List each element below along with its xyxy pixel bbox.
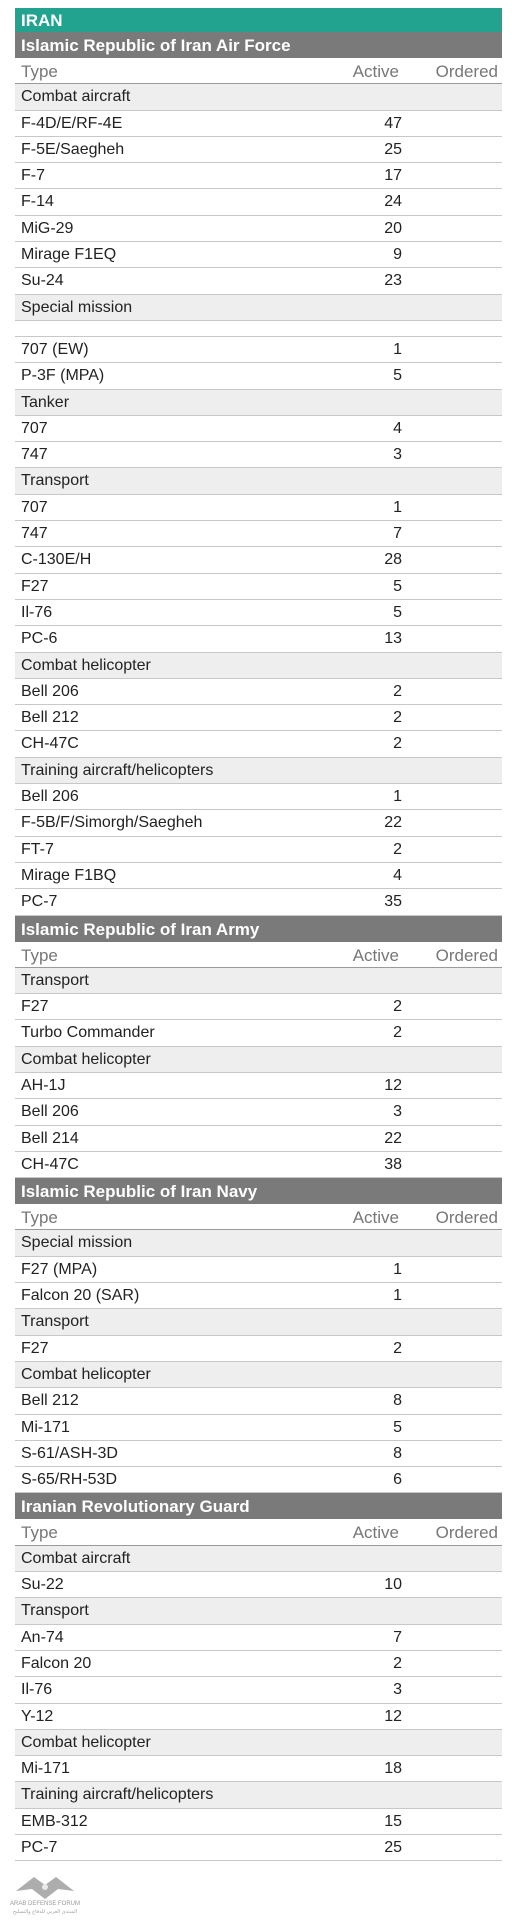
active-count: 20 — [384, 219, 402, 237]
table-row — [15, 1152, 502, 1178]
column-header-type: Type — [21, 1208, 58, 1228]
aircraft-type: Su-24 — [21, 272, 64, 290]
table-row — [15, 1073, 502, 1099]
aircraft-type: Il-76 — [21, 1681, 53, 1699]
aircraft-type: Bell 206 — [21, 1103, 79, 1121]
aircraft-type: F-4D/E/RF-4E — [21, 114, 123, 132]
column-header-row — [15, 1204, 502, 1230]
table-row — [15, 416, 502, 442]
table-row — [15, 679, 502, 705]
active-count: 2 — [393, 709, 402, 727]
active-count: 2 — [393, 1339, 402, 1357]
active-count: 12 — [384, 1076, 402, 1094]
table-row — [15, 442, 502, 468]
table-row — [15, 994, 502, 1020]
table-row — [15, 216, 502, 242]
aircraft-type: S-61/ASH-3D — [21, 1444, 118, 1462]
table-row — [15, 1467, 502, 1493]
table-row — [15, 189, 502, 215]
table-row — [15, 337, 502, 363]
active-count: 10 — [384, 1576, 402, 1594]
column-header-type: Type — [21, 945, 58, 965]
table-row — [15, 495, 502, 521]
category-label: Transport — [21, 472, 89, 490]
category-label: Combat helicopter — [21, 656, 151, 674]
section-title: Islamic Republic of Iran Navy — [21, 1182, 258, 1202]
aircraft-type: F-5E/Saegheh — [21, 140, 125, 158]
aircraft-type: 707 — [21, 498, 48, 516]
column-header-ordered: Ordered — [435, 62, 498, 81]
table-row — [15, 1388, 502, 1414]
column-header-active: Active — [352, 945, 399, 965]
table-row — [15, 242, 502, 268]
category-label: Special mission — [21, 298, 133, 316]
table-row — [15, 1809, 502, 1835]
aircraft-type: PC-6 — [21, 630, 58, 648]
table-row — [15, 1572, 502, 1598]
watermark-latin-text: ARAB DEFENSE FORUM — [9, 1901, 81, 1907]
watermark-logo — [2, 1869, 88, 1915]
active-count: 35 — [384, 893, 402, 911]
active-count: 1 — [393, 788, 402, 806]
active-count: 25 — [384, 140, 402, 158]
table-row — [15, 547, 502, 573]
table-row — [15, 600, 502, 626]
aircraft-type: 747 — [21, 446, 48, 464]
aircraft-type: PC-7 — [21, 1839, 58, 1856]
aircraft-type: CH-47C — [21, 1155, 79, 1173]
aircraft-type: Turbo Commander — [21, 1024, 155, 1042]
category-label: Transport — [21, 971, 89, 989]
category-label: Combat aircraft — [21, 1549, 131, 1567]
column-header-row — [15, 942, 502, 968]
country-title: IRAN — [21, 11, 63, 30]
aircraft-type: Bell 206 — [21, 788, 79, 806]
table-row — [15, 705, 502, 731]
category-row — [15, 1047, 502, 1073]
table-row — [15, 626, 502, 652]
aircraft-type: 707 — [21, 419, 48, 437]
table-row — [15, 1835, 502, 1861]
table-row — [15, 1625, 502, 1651]
table-row — [15, 1336, 502, 1362]
aircraft-type: S-65/RH-53D — [21, 1471, 118, 1489]
active-count: 24 — [384, 193, 402, 211]
active-count: 2 — [393, 1654, 402, 1672]
aircraft-type: Il-76 — [21, 603, 53, 621]
table-row — [15, 731, 502, 757]
aircraft-type: AH-1J — [21, 1076, 66, 1094]
category-row — [15, 653, 502, 679]
active-count: 22 — [384, 1129, 402, 1147]
section-header — [15, 32, 502, 58]
column-header-active: Active — [352, 1208, 399, 1228]
eagle-emblem-icon — [16, 1877, 74, 1899]
category-row — [15, 1730, 502, 1756]
active-count: 7 — [393, 525, 402, 543]
active-count: 2 — [393, 998, 402, 1016]
active-count: 5 — [393, 367, 402, 385]
aircraft-type: FT-7 — [21, 840, 54, 858]
section-title: Iranian Revolutionary Guard — [21, 1497, 250, 1517]
table-row — [15, 363, 502, 389]
table-row — [15, 1020, 502, 1046]
section-header — [15, 1178, 502, 1204]
table-row — [15, 1677, 502, 1703]
table-row — [15, 1651, 502, 1677]
table-row — [15, 1756, 502, 1782]
category-row — [15, 390, 502, 416]
active-count: 23 — [384, 272, 402, 290]
aircraft-type: F-7 — [21, 167, 45, 185]
category-label: Tanker — [21, 393, 70, 411]
aircraft-type: Bell 214 — [21, 1129, 79, 1147]
active-count: 1 — [393, 498, 402, 516]
active-count: 47 — [384, 114, 402, 132]
aircraft-type: Falcon 20 (SAR) — [21, 1287, 140, 1305]
active-count: 12 — [384, 1707, 402, 1725]
category-label: Combat helicopter — [21, 1365, 151, 1383]
active-count: 9 — [393, 246, 402, 264]
active-count: 5 — [393, 1418, 402, 1436]
column-header-ordered: Ordered — [435, 945, 498, 965]
table-row — [15, 837, 502, 863]
category-label: Combat aircraft — [21, 88, 131, 106]
column-header-type: Type — [21, 62, 58, 81]
active-count: 8 — [393, 1392, 402, 1410]
table-row — [15, 521, 502, 547]
table-row — [15, 574, 502, 600]
category-row — [15, 468, 502, 494]
table-row — [15, 137, 502, 163]
column-header-ordered: Ordered — [435, 1208, 498, 1228]
active-count: 4 — [393, 866, 402, 884]
column-header-row — [15, 1519, 502, 1545]
table-row — [15, 163, 502, 189]
category-label: Training aircraft/helicopters — [21, 761, 214, 779]
active-count: 2 — [393, 682, 402, 700]
category-label: Special mission — [21, 1234, 133, 1252]
aircraft-type: MiG-29 — [21, 219, 74, 237]
active-count: 8 — [393, 1444, 402, 1462]
aircraft-type: 707 (EW) — [21, 340, 89, 358]
aircraft-type: Bell 206 — [21, 682, 79, 700]
active-count: 3 — [393, 446, 402, 464]
table-row — [15, 810, 502, 836]
aircraft-type: Mirage F1EQ — [21, 246, 117, 264]
active-count: 28 — [384, 551, 402, 569]
column-header-ordered: Ordered — [435, 1523, 498, 1543]
category-row — [15, 1598, 502, 1624]
active-count: 2 — [393, 1024, 402, 1042]
active-count: 2 — [393, 840, 402, 858]
active-count: 3 — [393, 1103, 402, 1121]
aircraft-type: Su-22 — [21, 1576, 64, 1594]
country-title-bar — [15, 8, 502, 32]
active-count: 5 — [393, 577, 402, 595]
table-row — [15, 1283, 502, 1309]
section-title: Islamic Republic of Iran Air Force — [21, 36, 291, 55]
category-row — [15, 1782, 502, 1808]
aircraft-type: Y-12 — [21, 1707, 54, 1725]
spacer-row — [15, 321, 502, 337]
active-count: 25 — [384, 1839, 402, 1856]
category-row — [15, 84, 502, 110]
category-label: Combat helicopter — [21, 1733, 151, 1751]
aircraft-type: F27 (MPA) — [21, 1260, 98, 1278]
aircraft-type: Falcon 20 — [21, 1654, 92, 1672]
table-row — [15, 1441, 502, 1467]
category-label: Transport — [21, 1313, 89, 1331]
category-row — [15, 968, 502, 994]
aircraft-type: F27 — [21, 1339, 49, 1357]
watermark-arabic-text: المنتدى العربي للدفاع والتسليح — [12, 1909, 78, 1915]
active-count: 18 — [384, 1760, 402, 1778]
category-row — [15, 1546, 502, 1572]
column-header-active: Active — [352, 1523, 399, 1543]
section-title: Islamic Republic of Iran Army — [21, 919, 260, 939]
active-count: 1 — [393, 1287, 402, 1305]
aircraft-type: Bell 212 — [21, 709, 79, 727]
column-header-row — [15, 58, 502, 84]
table-row — [15, 889, 502, 915]
active-count: 1 — [393, 1260, 402, 1278]
category-label: Training aircraft/helicopters — [21, 1786, 214, 1804]
aircraft-type: An-74 — [21, 1628, 64, 1646]
category-row — [15, 295, 502, 321]
section-header — [15, 916, 502, 942]
aircraft-type: C-130E/H — [21, 551, 92, 569]
table-row — [15, 1704, 502, 1730]
table-row — [15, 268, 502, 294]
table-row — [15, 1099, 502, 1125]
aircraft-type: Mi-171 — [21, 1418, 70, 1436]
aircraft-type: CH-47C — [21, 735, 79, 753]
category-row — [15, 1309, 502, 1335]
inventory-table — [15, 8, 502, 1861]
aircraft-type: Mirage F1BQ — [21, 866, 117, 884]
category-label: Transport — [21, 1602, 89, 1620]
aircraft-type: 747 — [21, 525, 48, 543]
table-row — [15, 1126, 502, 1152]
category-row — [15, 1362, 502, 1388]
aircraft-type: F27 — [21, 998, 49, 1016]
active-count: 4 — [393, 419, 402, 437]
active-count: 7 — [393, 1628, 402, 1646]
active-count: 5 — [393, 603, 402, 621]
active-count: 17 — [384, 167, 402, 185]
active-count: 6 — [393, 1471, 402, 1489]
table-row — [15, 1415, 502, 1441]
active-count: 13 — [384, 630, 402, 648]
table-row — [15, 111, 502, 137]
active-count: 3 — [393, 1681, 402, 1699]
active-count: 38 — [384, 1155, 402, 1173]
section-header — [15, 1493, 502, 1519]
aircraft-type: P-3F (MPA) — [21, 367, 105, 385]
column-header-active: Active — [352, 62, 399, 81]
table-row — [15, 863, 502, 889]
active-count: 15 — [384, 1812, 402, 1830]
active-count: 22 — [384, 814, 402, 832]
active-count: 2 — [393, 735, 402, 753]
aircraft-type: F-14 — [21, 193, 54, 211]
column-header-type: Type — [21, 1523, 58, 1543]
aircraft-type: Bell 212 — [21, 1392, 79, 1410]
aircraft-type: Mi-171 — [21, 1760, 70, 1778]
table-row — [15, 1257, 502, 1283]
aircraft-type: PC-7 — [21, 893, 58, 911]
category-label: Combat helicopter — [21, 1050, 151, 1068]
category-row — [15, 758, 502, 784]
aircraft-type: F-5B/F/Simorgh/Saegheh — [21, 814, 203, 832]
aircraft-type: F27 — [21, 577, 49, 595]
active-count: 1 — [393, 340, 402, 358]
table-row — [15, 784, 502, 810]
category-row — [15, 1230, 502, 1256]
aircraft-type: EMB-312 — [21, 1812, 88, 1830]
